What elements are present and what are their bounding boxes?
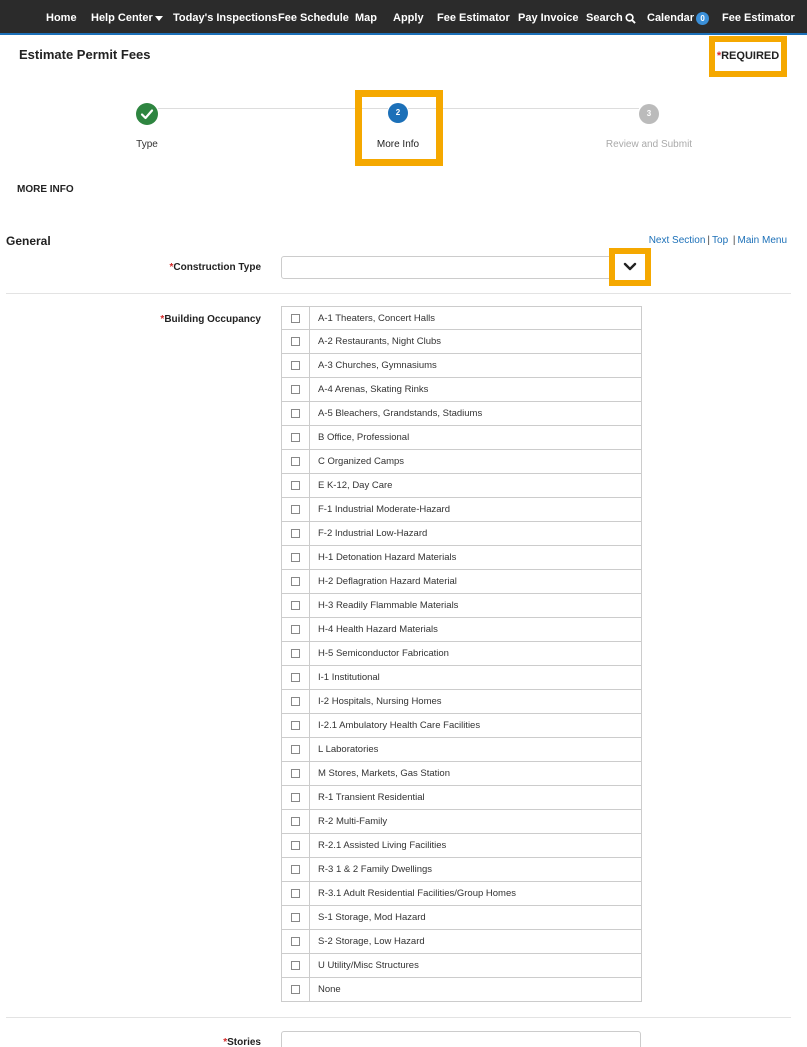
step-type-complete[interactable] [136,103,158,125]
occupancy-checkbox[interactable] [291,361,300,370]
occupancy-option[interactable] [281,858,642,882]
occupancy-option[interactable] [281,594,642,618]
occupancy-option[interactable] [281,666,642,690]
required-star: * [169,262,174,273]
occupancy-checkbox[interactable] [291,649,300,658]
occupancy-checkbox-cell [282,762,310,785]
occupancy-checkbox[interactable] [291,529,300,538]
occupancy-checkbox[interactable] [291,577,300,586]
occupancy-checkbox-cell [282,522,310,545]
occupancy-checkbox[interactable] [291,481,300,490]
occupancy-option[interactable] [281,834,642,858]
occupancy-option[interactable] [281,978,642,1002]
occupancy-checkbox-cell [282,450,310,473]
construction-type-label [1,262,261,273]
nav-home[interactable]: Home [46,12,77,24]
section-links [649,235,787,246]
occupancy-option[interactable] [281,522,642,546]
occupancy-checkbox[interactable] [291,505,300,514]
occupancy-checkbox-cell [282,690,310,713]
occupancy-option-label: B Office, Professional [318,432,410,443]
occupancy-checkbox-cell [282,498,310,521]
occupancy-option[interactable] [281,738,642,762]
required-star: * [223,1037,228,1047]
stories-label [1,1037,261,1047]
occupancy-option[interactable] [281,378,642,402]
main-menu-link[interactable]: Main Menu [737,235,787,246]
step-more-info-highlight [355,90,443,166]
occupancy-checkbox-cell [282,570,310,593]
nav-help-center[interactable] [91,0,163,35]
nav-todays-inspections[interactable]: Today's Inspections [173,12,278,24]
page-title: Estimate Permit Fees [19,47,151,62]
chevron-down-icon [615,254,645,280]
occupancy-option[interactable] [281,930,642,954]
link-separator: | [707,235,711,246]
link-separator: | [732,235,736,246]
occupancy-option-label: H-3 Readily Flammable Materials [318,600,459,611]
occupancy-checkbox[interactable] [291,625,300,634]
occupancy-checkbox[interactable] [291,817,300,826]
occupancy-option-label: A-1 Theaters, Concert Halls [318,312,436,324]
nav-map[interactable]: Map [355,12,377,24]
occupancy-checkbox[interactable] [291,793,300,802]
nav-calendar[interactable] [647,0,709,35]
occupancy-option[interactable] [281,642,642,666]
occupancy-checkbox-cell [282,834,310,857]
construction-type-label-text: Construction Type [173,262,261,273]
occupancy-checkbox[interactable] [291,553,300,562]
occupancy-option-label: H-2 Deflagration Hazard Material [318,576,457,587]
occupancy-option-label: C Organized Camps [318,456,405,467]
occupancy-checkbox-cell [282,810,310,833]
occupancy-checkbox-cell [282,906,310,929]
occupancy-option[interactable] [281,882,642,906]
section-label: MORE INFO [17,184,74,195]
occupancy-option[interactable] [281,714,642,738]
occupancy-option-label: H-1 Detonation Hazard Materials [318,552,457,563]
occupancy-checkbox[interactable] [291,601,300,610]
occupancy-option-label: R-1 Transient Residential [318,792,425,803]
occupancy-option-label: H-4 Health Hazard Materials [318,624,438,635]
occupancy-checkbox-cell [282,402,310,425]
occupancy-option-label: U Utility/Misc Structures [318,960,419,971]
occupancy-option-label: S-2 Storage, Low Hazard [318,936,425,947]
occupancy-checkbox-cell [282,786,310,809]
required-label: REQUIRED [721,50,780,62]
occupancy-checkbox-cell [282,882,310,905]
occupancy-option-label: I-1 Institutional [318,672,380,683]
occupancy-checkbox[interactable] [291,769,300,778]
calendar-count-badge: 0 [696,12,709,25]
top-nav [0,0,807,35]
occupancy-checkbox[interactable] [291,409,300,418]
occupancy-checkbox[interactable] [291,985,300,994]
occupancy-option-label: F-1 Industrial Moderate-Hazard [318,504,450,515]
occupancy-option[interactable] [281,306,642,330]
occupancy-checkbox[interactable] [291,457,300,466]
nav-search[interactable] [586,0,636,35]
occupancy-option[interactable] [281,474,642,498]
checkmark-icon [136,103,158,125]
occupancy-option[interactable] [281,570,642,594]
occupancy-checkbox[interactable] [291,314,300,323]
nav-search-label: Search [586,12,623,24]
occupancy-option[interactable] [281,426,642,450]
occupancy-option-label: F-2 Industrial Low-Hazard [318,528,428,539]
required-star: * [160,314,165,325]
divider [6,1017,791,1018]
occupancy-checkbox[interactable] [291,889,300,898]
construction-type-select[interactable] [281,256,641,279]
required-indicator [715,42,781,71]
occupancy-option[interactable] [281,954,642,978]
occupancy-option-label: A-4 Arenas, Skating Rinks [318,384,429,395]
occupancy-option-label: S-1 Storage, Mod Hazard [318,912,426,923]
occupancy-checkbox-cell [282,546,310,569]
occupancy-checkbox[interactable] [291,841,300,850]
occupancy-checkbox-cell [282,738,310,761]
nav-calendar-label: Calendar [647,12,695,24]
top-link[interactable]: Top [712,235,729,246]
occupancy-checkbox-cell [282,354,310,377]
occupancy-option-label: R-3 1 & 2 Family Dwellings [318,864,433,875]
occupancy-checkbox[interactable] [291,961,300,970]
occupancy-checkbox[interactable] [291,865,300,874]
step-review-number: 3 [639,104,659,124]
occupancy-checkbox[interactable] [291,337,300,346]
required-highlight [709,36,787,77]
building-occupancy-list [281,306,642,1002]
occupancy-option-label: I-2 Hospitals, Nursing Homes [318,696,442,707]
occupancy-checkbox-cell [282,858,310,881]
nav-help-center-label: Help Center [91,12,153,24]
occupancy-option-label: R-3.1 Adult Residential Facilities/Group Homes [318,888,517,899]
nav-fee-estimator-2[interactable]: Fee Estimator [722,12,795,24]
occupancy-option[interactable] [281,546,642,570]
occupancy-checkbox-cell [282,474,310,497]
occupancy-checkbox-cell [282,978,310,1001]
occupancy-checkbox[interactable] [291,697,300,706]
occupancy-checkbox-cell [282,642,310,665]
occupancy-checkbox-cell [282,594,310,617]
occupancy-option[interactable] [281,690,642,714]
occupancy-option-label: R-2.1 Assisted Living Facilities [318,840,447,851]
required-star: * [716,50,722,62]
occupancy-option-label: A-3 Churches, Gymnasiums [318,360,437,371]
step-review-label: Review and Submit [605,139,693,150]
occupancy-checkbox[interactable] [291,721,300,730]
occupancy-checkbox-cell [282,307,310,329]
occupancy-checkbox-cell [282,378,310,401]
occupancy-checkbox[interactable] [291,913,300,922]
occupancy-option-label: I-2.1 Ambulatory Health Care Facilities [318,720,481,731]
stepper-line-1 [158,108,388,109]
building-occupancy-label [1,314,261,325]
stories-input[interactable] [281,1031,641,1047]
occupancy-option[interactable] [281,906,642,930]
occupancy-checkbox-cell [282,954,310,977]
general-section-title: General [6,234,51,248]
occupancy-option-label: R-2 Multi-Family [318,816,388,827]
occupancy-option[interactable] [281,402,642,426]
next-section-link[interactable]: Next Section [648,235,706,246]
occupancy-option[interactable] [281,762,642,786]
occupancy-checkbox[interactable] [291,433,300,442]
occupancy-checkbox[interactable] [291,673,300,682]
occupancy-option-label: E K-12, Day Care [318,480,393,491]
occupancy-checkbox[interactable] [291,385,300,394]
nav-pay-invoice[interactable]: Pay Invoice [518,12,579,24]
occupancy-option[interactable] [281,618,642,642]
search-icon [625,13,636,24]
stories-label-text: Stories [227,1037,261,1047]
occupancy-checkbox[interactable] [291,745,300,754]
occupancy-option[interactable] [281,786,642,810]
divider [6,293,791,294]
occupancy-option[interactable] [281,498,642,522]
step-type-label: Type [136,139,158,150]
occupancy-option[interactable] [281,330,642,354]
occupancy-option[interactable] [281,354,642,378]
occupancy-option[interactable] [281,810,642,834]
occupancy-checkbox-cell [282,666,310,689]
construction-type-dropdown-toggle[interactable] [615,254,645,280]
nav-fee-schedule[interactable]: Fee Schedule [278,12,349,24]
occupancy-checkbox-cell [282,930,310,953]
dropdown-highlight [609,248,651,286]
occupancy-option-label: M Stores, Markets, Gas Station [318,768,450,779]
occupancy-checkbox-cell [282,618,310,641]
caret-down-icon [155,16,163,21]
occupancy-checkbox[interactable] [291,937,300,946]
occupancy-option-label: None [318,984,341,995]
occupancy-option-label: A-2 Restaurants, Night Clubs [318,336,442,347]
occupancy-option-label: L Laboratories [318,744,379,755]
building-occupancy-label-text: Building Occupancy [164,314,261,325]
occupancy-checkbox-cell [282,714,310,737]
occupancy-option[interactable] [281,450,642,474]
nav-fee-estimator[interactable]: Fee Estimator [437,12,510,24]
occupancy-option-label: A-5 Bleachers, Grandstands, Stadiums [318,408,483,419]
occupancy-checkbox-cell [282,330,310,353]
step-more-info-label: More Info [376,139,420,150]
nav-apply[interactable]: Apply [393,12,424,24]
occupancy-checkbox-cell [282,426,310,449]
occupancy-option-label: H-5 Semiconductor Fabrication [318,648,449,659]
step-more-info-number: 2 [388,103,408,123]
